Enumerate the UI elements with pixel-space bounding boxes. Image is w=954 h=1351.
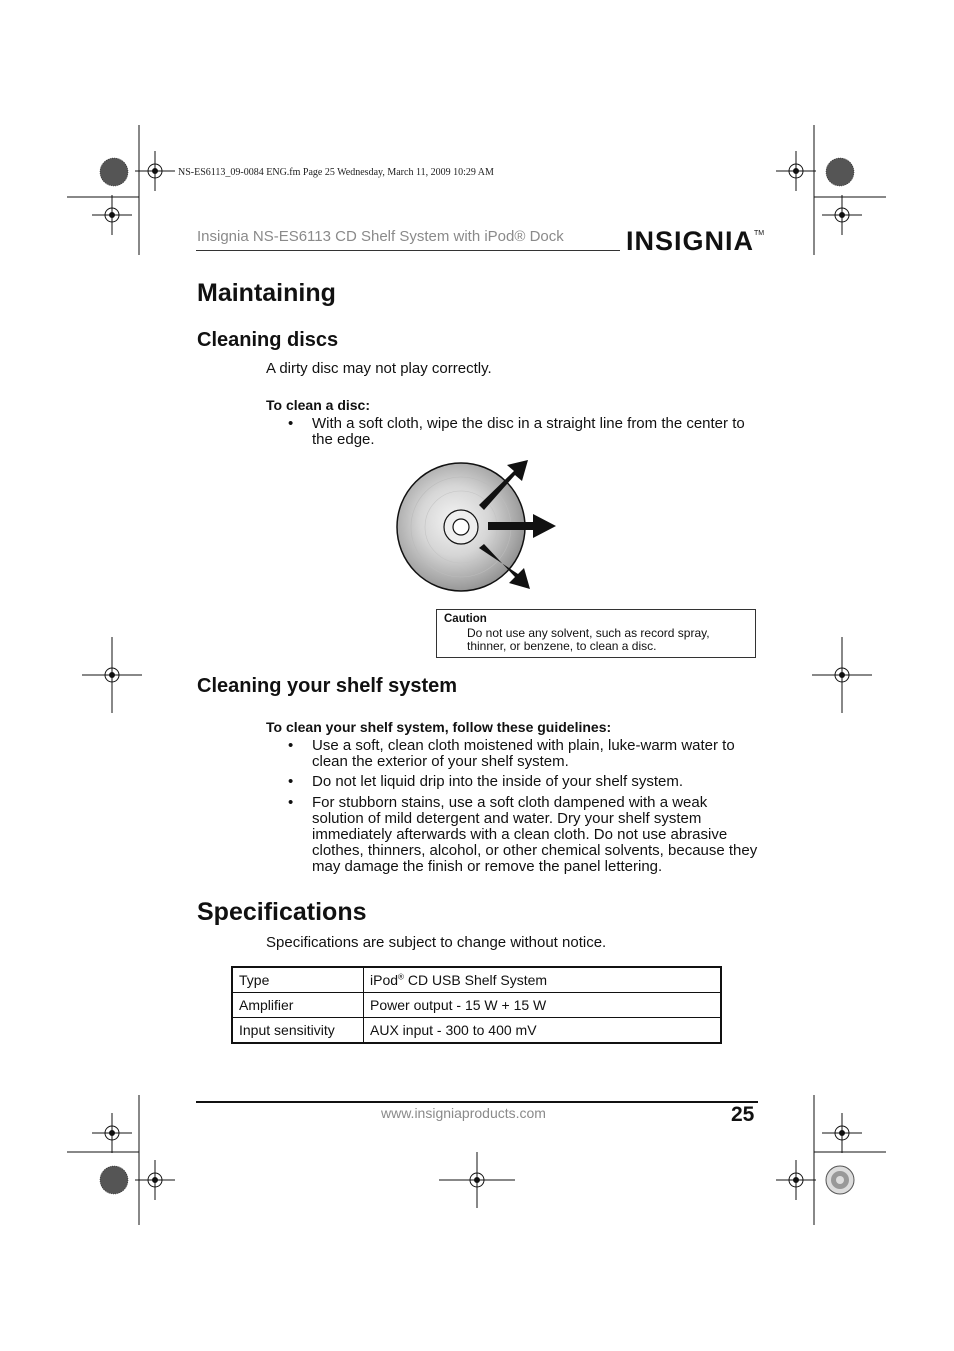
footer-rule: [196, 1101, 758, 1103]
clean-shelf-bullets: [266, 738, 761, 880]
spec-value: AUX input - 300 to 400 mV: [364, 1018, 722, 1044]
procedure-title-clean-disc: To clean a disc:: [266, 397, 370, 413]
header-title: Insignia NS-ES6113 CD Shelf System with iPod® Dock: [197, 228, 564, 245]
header-rule: [196, 250, 620, 251]
bullet-dot: •: [288, 793, 294, 811]
section-title-specifications: Specifications: [197, 898, 367, 926]
subsection-title-cleaning-shelf: Cleaning your shelf system: [197, 675, 458, 697]
specifications-table: [231, 966, 722, 1044]
specifications-intro: Specifications are subject to change without notice.: [266, 934, 607, 951]
list-item: [266, 738, 761, 770]
list-item: [266, 774, 761, 790]
table-row: [232, 1018, 721, 1044]
clean-disc-bullets: [266, 416, 761, 452]
section-title-maintaining: Maintaining: [197, 279, 336, 307]
spec-label: Input sensitivity: [232, 1018, 364, 1044]
procedure-title-clean-shelf: To clean your shelf system, follow these guidelines:: [266, 719, 612, 735]
logo-text: INSIGNIA: [626, 226, 755, 256]
insignia-logo: [626, 226, 764, 257]
bullet-dot: •: [288, 737, 294, 754]
bullet-text: With a soft cloth, wipe the disc in a straight line from the center to the edge.: [312, 415, 745, 449]
logo-tm: TM: [754, 230, 765, 237]
spec-value: [364, 967, 722, 993]
page-number: 25: [731, 1103, 755, 1126]
caution-text: Do not use any solvent, such as record spray, thinner, or benzene, to clean a disc.: [467, 626, 710, 653]
list-item: [266, 795, 761, 876]
caution-box: [436, 609, 756, 658]
spec-label: Amplifier: [232, 993, 364, 1018]
cleaning-discs-intro: A dirty disc may not play correctly.: [266, 360, 492, 377]
bullet-text: Do not let liquid drip into the inside of your shelf system.: [312, 773, 684, 791]
bullet-text: For stubborn stains, use a soft cloth dampened with a weak solution of mild detergent and water. Dry your shelf system immediately afterwards with a clean cloth. Do not use abrasive clothes, thinners, alcohol, or other chemical solvents, because they may damage the finish or remove the panel lettering.: [312, 793, 758, 876]
cd-cleaning-illustration: [390, 455, 565, 600]
spec-value-text: iPod: [370, 972, 399, 988]
file-info-line: NS-ES6113_09-0084 ENG.fm Page 25 Wednesday, March 11, 2009 10:29 AM: [178, 167, 494, 178]
spec-value: Power output - 15 W + 15 W: [364, 993, 722, 1018]
registered-mark: ®: [398, 972, 404, 982]
bullet-dot: •: [288, 415, 294, 432]
table-row: [232, 967, 721, 993]
spec-value-text: CD USB Shelf System: [403, 972, 548, 988]
footer-url[interactable]: www.insigniaproducts.com: [381, 1105, 546, 1121]
table-row: [232, 993, 721, 1018]
bullet-text: Use a soft, clean cloth moistened with plain, luke-warm water to clean the exterior of your shelf system.: [312, 737, 735, 771]
caution-title: Caution: [444, 613, 487, 625]
list-item: [266, 416, 761, 448]
subsection-title-cleaning-discs: Cleaning discs: [197, 329, 339, 351]
spec-label: Type: [232, 967, 364, 993]
bullet-dot: •: [288, 773, 294, 791]
